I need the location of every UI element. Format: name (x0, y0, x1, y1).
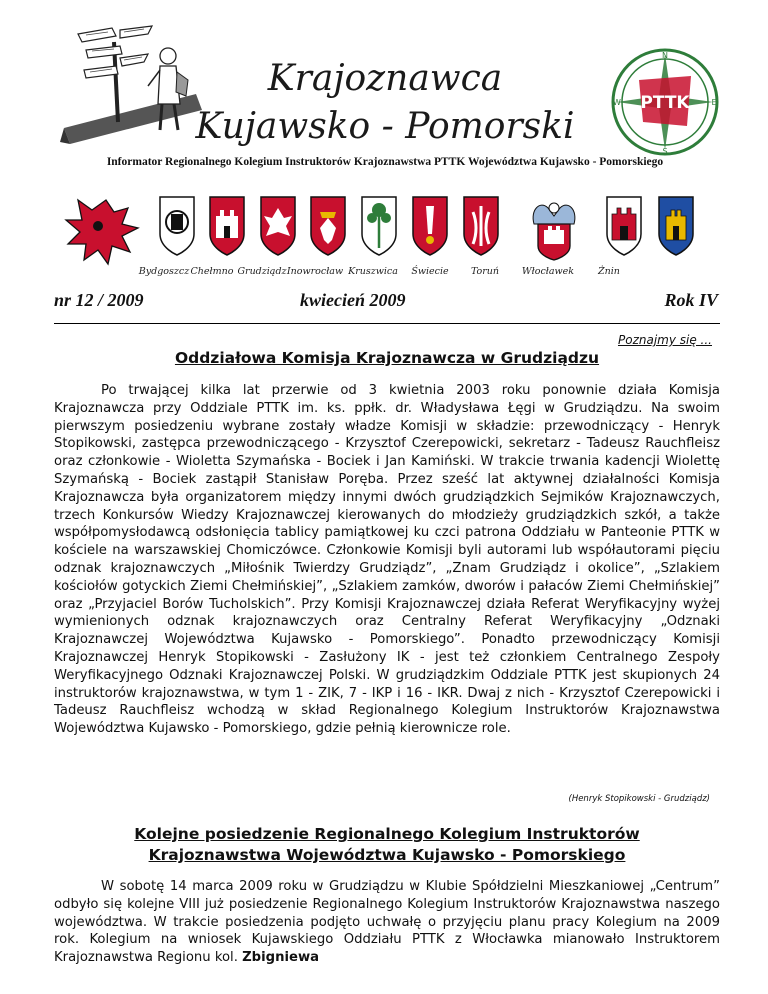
article2-title-line2: Krajoznawstwa Województwa Kujawsko - Pomorskiego (148, 846, 626, 864)
znin-tower-crest (656, 194, 696, 258)
crest-label-wloclawek: Włocławek (521, 266, 575, 277)
crest-label-torun: Toruń (470, 266, 500, 277)
compass-s-label: S (662, 147, 668, 156)
pttk-compass-logo (609, 46, 721, 158)
header-divider (54, 323, 720, 324)
swiecie-crest (359, 194, 399, 258)
znin-angel-crest (530, 194, 578, 262)
compass-n-label: N (662, 51, 668, 60)
issue-date: kwiecień 2009 (300, 290, 406, 310)
compass-w-label: W (613, 98, 621, 107)
crest-label-grudziadz: Grudziądz (237, 266, 287, 277)
article1-byline: (Henryk Stopikowski - Grudziądz) (568, 794, 710, 804)
pttk-logo-text: PTTK (640, 93, 690, 113)
crest-label-znin: Żnin (598, 266, 620, 277)
newsletter-title-line1: Krajoznawca (267, 58, 503, 99)
crest-label-chelmno: Chełmno (190, 266, 234, 277)
chelmno-crest (157, 194, 197, 258)
bydgoszcz-griffin-crest (58, 194, 148, 270)
crest-label-kruszwica: Kruszwica (348, 266, 398, 277)
inowroclaw-crest (258, 194, 298, 258)
article2-bold-name: Zbigniewa (242, 950, 320, 966)
section-tag: Poznajmy się ... (617, 333, 712, 347)
kruszwica-crest (308, 194, 348, 258)
issue-year: Rok IV (664, 290, 718, 310)
wloclawek-crest (461, 194, 501, 258)
article1-body (54, 382, 720, 738)
article2-body (54, 878, 720, 967)
wloclawek-tower-crest (604, 194, 644, 258)
torun-crest (410, 194, 450, 258)
issue-number: nr 12 / 2009 (54, 290, 144, 310)
crest-label-bydgoszcz: Bydgoszcz (138, 266, 190, 277)
article2-title-line1: Kolejne posiedzenie Regionalnego Kolegium Instruktorów (134, 825, 640, 843)
article1-paragraph: Po trwającej kilka lat przerwie od 3 kwietnia 2003 roku ponownie działa Komisja Krajoznawcza przy Oddziale PTTK im. ks. ppłk. dr. Władysława Łęgi w Grudziądzu. Na swoim pierwszym posiedzeniu wybrane zostały władze Komisji w składzie: przewodniczący - Henryk Stopikowski, zastępca przewodniczącego - Krzysztof Czerepowicki, sekretarz - Tadeusz Rauchfleisz oraz członkowie - Wioletta Szymańska - Bociek i Jan Kamiński. W trakcie trwania kadencji Wiolettę Szymańską - Bociek zastąpił Stanisław Poręba. Przez sześć lat aktywnej działalności Komisja Krajoznawcza była organizatorem między innymi dwóch grudziądzkich Sejmików Krajoznawczych, trzech Konkursów Wiedzy Krajoznawczej kierowanych do młodzieży grudziądzkich szkół, a także współpomysłodawcą odsłonięcia tablicy pamiątkowej ku czci patrona Oddziału w Panteonie PTTK w kościele na warszawskiej Chomiczówce. Członkowie Komisji byli autorami lub współautorami pięciu odznak krajoznawczych „Miłośnik Twierdzy Grudziądz”, „Znam Grudziądz i okolice”, „Szlakiem kościołów gotyckich Ziemi Chełmińskiej”, „Szlakiem zamków, dworów i pałaców Ziemi Chełmińskiej” oraz „Przyjaciel Borów Tucholskich”. Przy Komisji Krajoznawczej działa Referat Weryfikacyjny wyżej wymienionych odznak krajoznawczych oraz Centralny Referat Weryfikacyjny „Odznaki Krajoznawczej Województwa Kujawsko - Pomorskiego”. Ponadto przewodniczący Komisji Krajoznawczej Henryk Stopikowski - Zasłużony IK - jest też członkiem Centralnego Zespoły Weryfikacyjnego Odznaki Krajoznawczej Polski. W grudziądzkim Oddziale PTTK jest skupionych 24 instruktorów krajoznawstwa, w tym 1 - ZIK, 7 - IKP i 16 - IKR. Dwaj z nich - Krzysztof Czerepowicki i Tadeusz Rauchfleisz wchodzą w skład Regionalnego Kolegium Instruktorów Krajoznawstwa Województwa Kujawsko - Pomorskiego, gdzie pełnią kierownicze role. (54, 383, 720, 737)
article2-paragraph-text: W sobotę 14 marca 2009 roku w Grudziądzu w Klubie Spółdzielni Mieszkaniowej „Centrum” odbyło się kolejne VIII już posiedzenie Regionalnego Kolegium Instruktorów Krajoznawstwa naszego województwa. W trakcie posiedzenia podjęto uchwałę o przyjęciu planu pracy Kolegium na 2009 rok. Kolegium na wniosek Kujawskiego Oddziału PTTK z Włocławka mianowało Instruktorem Krajoznawstwa Regionu kol. (54, 879, 720, 966)
article1-title: Oddziałowa Komisja Krajoznawcza w Grudziądzu (174, 349, 600, 367)
crest-label-swiecie: Świecie (411, 266, 449, 277)
compass-e-label: E (711, 98, 717, 107)
grudziadz-crest (207, 194, 247, 258)
crest-label-inowroclaw: Inowrocław (286, 266, 344, 277)
newsletter-subtitle: Informator Regionalnego Kolegium Instruktorów Krajoznawstwa PTTK Województwa Kujawsko - Pomorskiego (106, 156, 664, 168)
newsletter-title-line2: Kujawsko - Pomorski (195, 106, 575, 147)
article2-paragraph (54, 878, 720, 967)
